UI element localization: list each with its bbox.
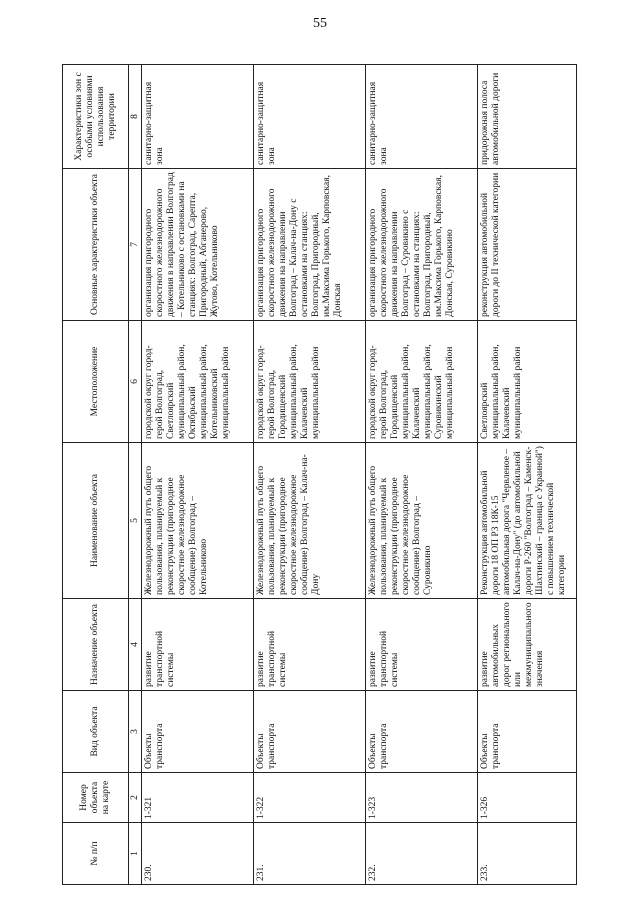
- row-location: городской округ город-герой Волгоград, Светлоярский муниципальный район, Октябрьский муниципальный район, Котельниковский муниципальный район: [142, 321, 254, 443]
- index-cell: 2: [129, 773, 142, 823]
- index-cell: 4: [129, 599, 142, 691]
- header-characteristics: Основные характеристики объекта: [63, 169, 129, 321]
- row-purpose: развитие транспортной системы: [142, 599, 254, 691]
- index-cell: 1: [129, 823, 142, 885]
- row-map-id: 1-321: [142, 773, 254, 823]
- row-purpose: развитие транспортной системы: [254, 599, 366, 691]
- table-row: [478, 65, 577, 885]
- header-location: Местоположение: [63, 321, 129, 443]
- row-zones: санитарно-защитная зона: [366, 65, 478, 169]
- row-zones: санитарно-защитная зона: [254, 65, 366, 169]
- table-row: [366, 65, 478, 885]
- index-cell: 7: [129, 169, 142, 321]
- page-number: 55: [313, 16, 327, 31]
- row-map-id: 1-323: [366, 773, 478, 823]
- row-num: 232.: [366, 823, 478, 885]
- header-map-id: Номер объекта на карте: [63, 773, 129, 823]
- row-location: городской округ город-герой Волгоград, Городищенский муниципальный район, Калачевский муниципальный район, Суровикинский муниципальный район: [366, 321, 478, 443]
- registry-table-rotated: [62, 65, 577, 885]
- row-type: Объекты транспорта: [366, 691, 478, 773]
- row-location: городской округ город-герой Волгоград, Городищенский муниципальный район, Калачевский муниципальный район: [254, 321, 366, 443]
- row-type: Объекты транспорта: [142, 691, 254, 773]
- index-cell: 5: [129, 443, 142, 599]
- index-cell: 8: [129, 65, 142, 169]
- row-purpose: развитие транспортной системы: [366, 599, 478, 691]
- row-map-id: 1-326: [478, 773, 577, 823]
- row-characteristics: организация пригородного скоростного железнодорожного движения на направлении Волгоград – Калач-на-Дону с остановками на станциях: Волгоград, Пригородный, им.Максима Горького, Карповская, Донская: [254, 169, 366, 321]
- header-zones: Характеристики зон с особыми условиями использования территории: [63, 65, 129, 169]
- row-name: Железнодорожный путь общего пользования, планируемый к реконструкции (пригородное скоростное железнодорожное сообщение) Волгоград – Котельниково: [142, 443, 254, 599]
- row-num: 230.: [142, 823, 254, 885]
- row-map-id: 1-322: [254, 773, 366, 823]
- row-type: Объекты транспорта: [254, 691, 366, 773]
- header-row: [63, 65, 129, 885]
- row-num: 231.: [254, 823, 366, 885]
- row-zones: придорожная полоса автомобильной дороги: [478, 65, 577, 169]
- row-characteristics: организация пригородного скоростного железнодорожного движения в направлении Волгоград – Котельниково с остановками на станциях: Волгоград, Сарепта, Пригородный, Абганерово, Жутово, Котельниково: [142, 169, 254, 321]
- header-name: Наименование объекта: [63, 443, 129, 599]
- table-row: [142, 65, 254, 885]
- index-row: [129, 65, 142, 885]
- row-name: Реконструкция автомобильной дороги 18 ОП РЗ 18К-15 автомобильная дорога "Червленое – Калач-на-Дону" (до автомобильной дороги Р-260 "Волгоград – Каменск-Шахтинский – граница с Украиной") с повышением технической категории: [478, 443, 577, 599]
- row-characteristics: организация пригородного скоростного железнодорожного движения на направлении Волгоград – Суровикино с остановками на станциях: Волгоград, Пригородный, им.Максима Горького, Карповская, Донская, Суровикино: [366, 169, 478, 321]
- header-num: № п/п: [63, 823, 129, 885]
- table-row: [254, 65, 366, 885]
- row-purpose: развитие автомобильных дорог регионального или межмуниципального значения: [478, 599, 577, 691]
- row-type: Объекты транспорта: [478, 691, 577, 773]
- row-location: Светлоярский муниципальный район, Калачевский муниципальный район: [478, 321, 577, 443]
- index-cell: 3: [129, 691, 142, 773]
- header-purpose: Назначение объекта: [63, 599, 129, 691]
- objects-table: [62, 64, 577, 885]
- index-cell: 6: [129, 321, 142, 443]
- row-num: 233.: [478, 823, 577, 885]
- row-zones: санитарно-защитная зона: [142, 65, 254, 169]
- row-characteristics: реконструкция автомобильной дороги до II технической категории: [478, 169, 577, 321]
- row-name: Железнодорожный путь общего пользования, планируемый к реконструкции (пригородное скоростное железнодорожное сообщение) Волгоград – Суровикино: [366, 443, 478, 599]
- header-type: Вид объекта: [63, 691, 129, 773]
- row-name: Железнодорожный путь общего пользования, планируемый к реконструкции (пригородное скоростное железнодорожное сообщение) Волгоград – Калач-на-Дону: [254, 443, 366, 599]
